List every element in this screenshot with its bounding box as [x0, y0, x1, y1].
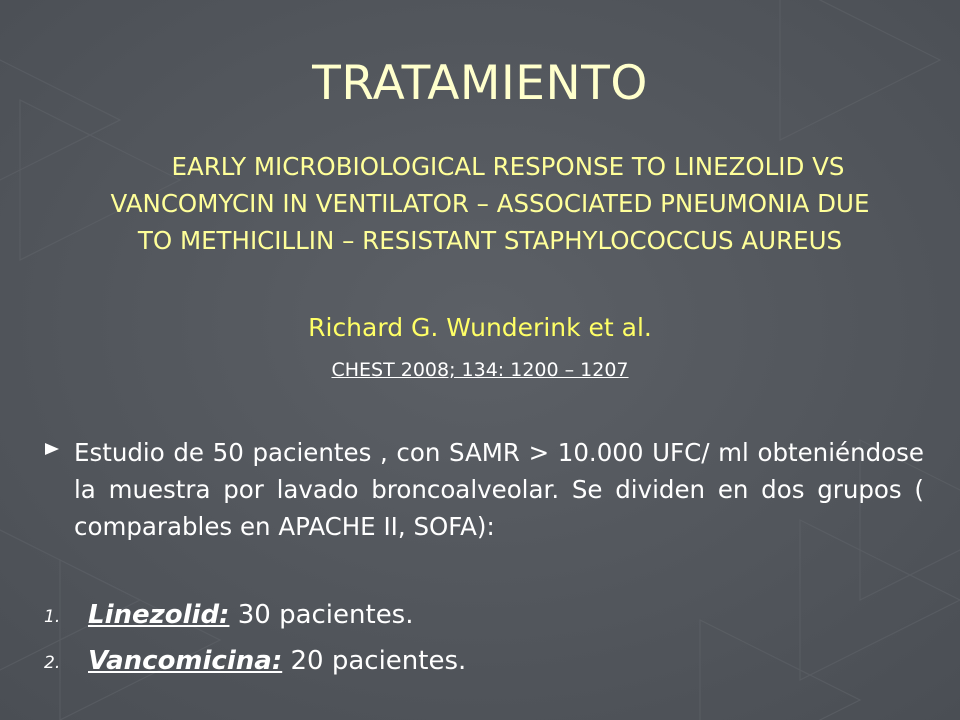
study-description: Estudio de 50 pacientes , con SAMR > 10.000 UFC/ ml obteniéndose la muestra por lavado broncoalveolar. Se dividen en dos grupos ( comparables en APACHE II, SOFA): — [74, 438, 924, 541]
slide-title: TRATAMIENTO — [312, 56, 648, 111]
drug-name: Linezolid: — [88, 600, 230, 630]
journal-citation: CHEST 2008; 134: 1200 – 1207 — [331, 359, 629, 381]
list-number: 2. — [44, 653, 61, 673]
patient-count: 20 pacientes. — [282, 646, 467, 676]
patient-count: 30 pacientes. — [229, 600, 414, 630]
triangle-bullet-icon — [44, 442, 60, 456]
drug-name: Vancomicina: — [88, 646, 283, 676]
author-line: Richard G. Wunderink et al. — [308, 313, 652, 342]
list-number: 1. — [44, 607, 61, 627]
article-title: EARLY MICROBIOLOGICAL RESPONSE TO LINEZOLID VS VANCOMYCIN IN VENTILATOR – ASSOCIATED PNEUMONIA DUE TO METHICILLIN – RESISTANT STAPHYLOCOCCUS AUREUS — [110, 152, 870, 255]
